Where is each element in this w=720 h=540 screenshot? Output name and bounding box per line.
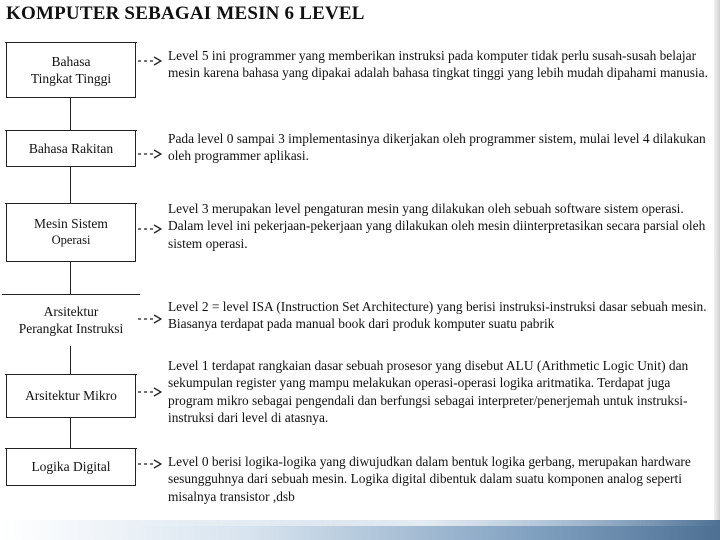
slide-footer-band bbox=[0, 520, 720, 540]
dashed-arrow-icon bbox=[138, 387, 162, 397]
dashed-arrow-icon bbox=[138, 149, 162, 159]
dashed-arrow-icon bbox=[138, 459, 162, 469]
dashed-arrow-icon bbox=[138, 314, 162, 324]
page-title: KOMPUTER SEBAGAI MESIN 6 LEVEL bbox=[6, 3, 365, 24]
level-label-line: Arsitektur Mikro bbox=[25, 388, 117, 403]
level-description: Level 0 berisi logika-logika yang diwujudkan dalam bentuk logika gerbang, merupakan hardware sesungguhnya dari sebuah mesin. Logika digital dibentuk dalam suatu komponen analog seperti misalnya transistor ,dsb bbox=[168, 454, 691, 504]
dashed-arrow-icon bbox=[138, 56, 162, 66]
level-label-line: Bahasa bbox=[51, 53, 91, 69]
connector-line bbox=[70, 98, 71, 130]
connector-line bbox=[70, 418, 71, 448]
level-box-bahasa-tingkat-tinggi bbox=[6, 42, 136, 98]
level-description: Level 3 merupakan level pengaturan mesin yang dilakukan oleh sebuah software sistem operasi. Dalam level ini pekerjaan-pekerjaan yang dilakukan oleh mesin diinterpretasikan secara parsial oleh sistem operasi. bbox=[168, 201, 706, 251]
level-label-line: Perangkat Instruksi bbox=[18, 321, 124, 336]
connector-line bbox=[70, 262, 71, 294]
level-box-mesin-sistem-operasi bbox=[6, 203, 136, 262]
level-description: Level 2 = level ISA (Instruction Set Architecture) yang berisi instruksi-instruksi dasar sebuah mesin. Biasanya terdapat pada manual book dari produk komputer suatu pabrik bbox=[168, 299, 707, 332]
level-label-line: Mesin Sistem bbox=[34, 216, 108, 231]
level-label-line: Logika Digital bbox=[31, 459, 111, 474]
level-label-line: Arsitektur bbox=[43, 304, 99, 319]
connector-line bbox=[70, 346, 71, 374]
level-label-line: Bahasa Rakitan bbox=[28, 140, 114, 156]
level-label-line: Operasi bbox=[51, 233, 91, 247]
level-description: Level 1 terdapat rangkaian dasar sebuah prosesor yang disebut ALU (Arithmetic Logic Unit) dan sekumpulan register yang mampu melakukan operasi-operasi logika aritmatika. Terdapat juga program mikro sebagai pengendali dan berfungsi sebagai interpreter/penerjemah untuk instruksi-instruksi dari level di atasnya. bbox=[168, 358, 689, 425]
level-description: Level 5 ini programmer yang memberikan instruksi pada komputer tidak perlu susah-susah belajar mesin karena bahasa yang dipakai adalah bahasa tingkat tinggi yang lebih mudah dipahami manusia. bbox=[168, 48, 708, 81]
slide-edge bbox=[714, 0, 720, 540]
level-label-line: Tingkat Tinggi bbox=[30, 70, 112, 86]
level-box-arsitektur-perangkat-instruksi bbox=[2, 294, 140, 346]
level-box-logika-digital bbox=[6, 448, 136, 486]
level-box-bahasa-rakitan bbox=[6, 130, 136, 167]
dashed-arrow-icon bbox=[138, 224, 162, 234]
level-box-arsitektur-mikro bbox=[6, 374, 136, 418]
level-description: Pada level 0 sampai 3 implementasinya dikerjakan oleh programmer sistem, mulai level 4 dilakukan oleh programmer aplikasi. bbox=[168, 131, 706, 164]
connector-line bbox=[70, 167, 71, 203]
